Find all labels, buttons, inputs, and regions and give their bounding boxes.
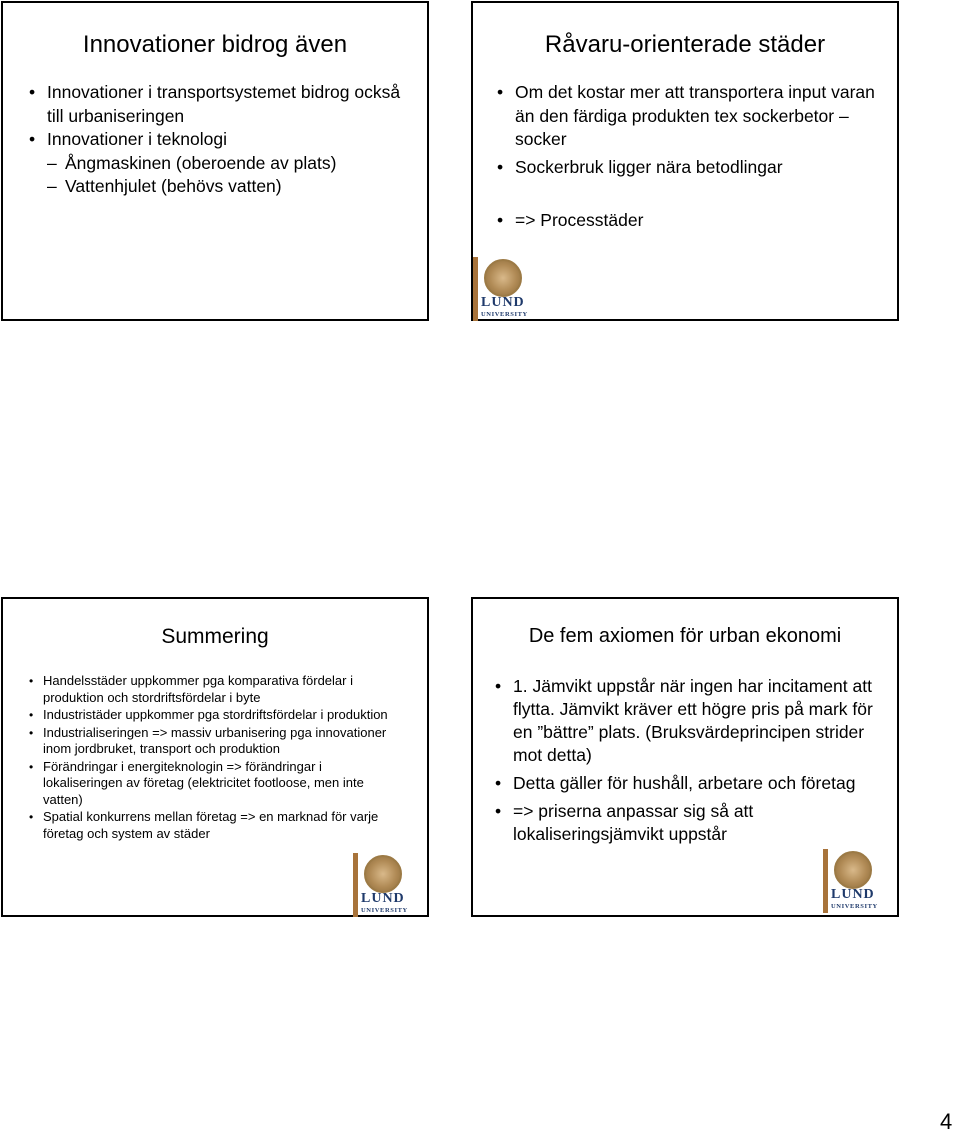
- bullet-item: • Industrialiseringen => massiv urbanisering pga innovationer inom jordbruket, transport och produktion: [43, 725, 403, 758]
- slide-summering: [1, 597, 429, 917]
- bullet-item: • => Processtäder: [515, 209, 885, 233]
- bullet-item: • 1. Jämvikt uppstår när ingen har incitament att flytta. Jämvikt kräver ett högre pris på mark för en ”bättre” plats. (Bruksvärdeprincipen strider mot detta): [513, 675, 873, 767]
- bullet-item: • Förändringar i energiteknologin => förändringar i lokaliseringen av företag (elektricitet footloose, men inte vatten): [43, 759, 403, 809]
- slide-fem-axiomen: [471, 597, 899, 917]
- bullet-list: [43, 673, 403, 843]
- sub-bullet-item: – Ångmaskinen (oberoende av plats): [65, 152, 417, 176]
- slide-title: Summering: [161, 625, 269, 648]
- bullet-item: • Innovationer i transportsystemet bidrog också till urbaniseringen: [47, 81, 417, 128]
- slide-ravaru-orienterade: [471, 1, 899, 321]
- lund-university-logo: [473, 257, 535, 321]
- lund-university-logo: [353, 853, 415, 917]
- bullet-item: • => priserna anpassar sig så att lokaliseringsjämvikt uppstår: [513, 800, 873, 846]
- university-seal-icon: [834, 851, 872, 889]
- logo-wordmark: LUND: [481, 295, 525, 310]
- slide-title: De fem axiomen för urban ekonomi: [528, 625, 842, 647]
- bullet-item: • Detta gäller för hushåll, arbetare och företag: [513, 772, 873, 795]
- slide-innovationer: [1, 1, 429, 321]
- bullet-item: • Innovationer i teknologi: [47, 128, 417, 152]
- logo-wordmark: LUND: [361, 891, 405, 906]
- university-seal-icon: [364, 855, 402, 893]
- logo-bar: [823, 849, 828, 913]
- logo-wordmark: LUND: [831, 887, 875, 902]
- university-seal-icon: [484, 259, 522, 297]
- slide-title: Innovationer bidrog även: [82, 31, 348, 58]
- sub-bullet-item: – Vattenhjulet (behövs vatten): [65, 175, 417, 199]
- bullet-item: • Industristäder uppkommer pga stordriftsfördelar i produktion: [43, 707, 403, 724]
- logo-subtext: UNIVERSITY: [481, 311, 528, 318]
- lund-university-logo: [823, 849, 885, 913]
- bullet-list: [513, 675, 873, 851]
- logo-subtext: UNIVERSITY: [831, 903, 878, 910]
- logo-bar: [473, 257, 478, 321]
- bullet-item: • Spatial konkurrens mellan företag => en marknad för varje företag och system av städer: [43, 809, 403, 842]
- slide-title: Råvaru-orienterade städer: [544, 31, 826, 58]
- bullet-item: • Sockerbruk ligger nära betodlingar: [515, 156, 885, 180]
- logo-subtext: UNIVERSITY: [361, 907, 408, 914]
- bullet-list: [515, 81, 885, 237]
- bullet-item: • Handelsstäder uppkommer pga komparativa fördelar i produktion och stordriftsfördelar i byte: [43, 673, 403, 706]
- logo-bar: [353, 853, 358, 917]
- page-number: 4: [940, 1109, 953, 1134]
- bullet-item: • Om det kostar mer att transportera input varan än den färdiga produkten tex sockerbetor – socker: [515, 81, 885, 152]
- bullet-list: [47, 81, 417, 199]
